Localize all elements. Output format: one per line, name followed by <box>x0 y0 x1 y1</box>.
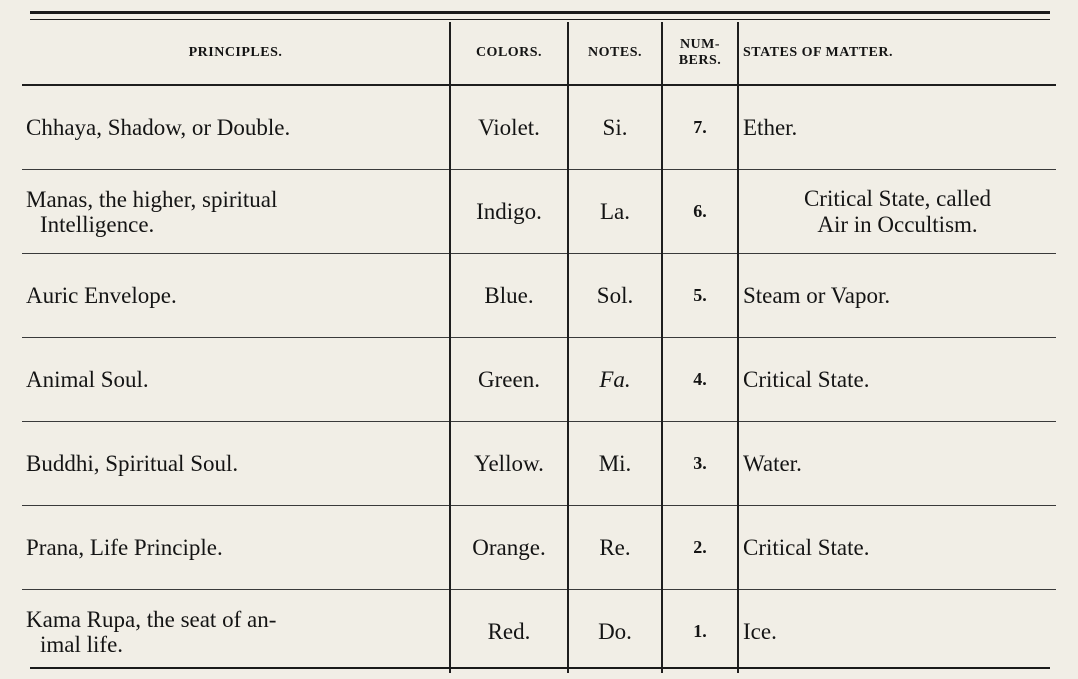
header-numbers-line2: BERS. <box>678 53 722 68</box>
header-colors: COLORS. <box>450 22 568 85</box>
principle-cell <box>22 590 450 674</box>
note-cell: Mi. <box>568 422 662 506</box>
bottom-rule <box>30 667 1050 669</box>
table-row <box>22 506 1056 590</box>
note-cell: Fa. <box>568 338 662 422</box>
table-row <box>22 170 1056 254</box>
table-row <box>22 590 1056 674</box>
principle-cell: Buddhi, Spiritual Soul. <box>26 451 239 476</box>
note-cell: Sol. <box>568 254 662 338</box>
number-cell: 6. <box>662 170 738 254</box>
number-cell: 3. <box>662 422 738 506</box>
state-line2: Air in Occultism. <box>817 211 978 237</box>
principle-cell: Animal Soul. <box>26 367 149 392</box>
header-row <box>22 22 1056 85</box>
state-cell: Steam or Vapor. <box>738 254 1056 338</box>
color-cell: Indigo. <box>450 170 568 254</box>
color-cell: Red. <box>450 590 568 674</box>
header-numbers-line1: NUM- <box>679 37 721 52</box>
note-cell: Si. <box>568 85 662 170</box>
principle-line1: Kama Rupa, the seat of an- <box>26 606 277 632</box>
principle-cell: Prana, Life Principle. <box>26 535 223 560</box>
state-cell: Ether. <box>738 85 1056 170</box>
state-cell: Critical State. <box>738 506 1056 590</box>
principle-cell: Auric Envelope. <box>26 283 177 308</box>
top-double-rule-thick <box>30 11 1050 14</box>
number-cell: 4. <box>662 338 738 422</box>
header-notes: NOTES. <box>568 22 662 85</box>
principle-cell: Chhaya, Shadow, or Double. <box>26 115 291 140</box>
state-cell <box>738 170 1056 254</box>
number-cell: 2. <box>662 506 738 590</box>
principle-cell <box>22 170 450 254</box>
number-cell: 5. <box>662 254 738 338</box>
principles-table <box>22 22 1056 673</box>
color-cell: Yellow. <box>450 422 568 506</box>
top-double-rule-thin <box>30 19 1050 20</box>
number-cell: 1. <box>662 590 738 674</box>
color-cell: Violet. <box>450 85 568 170</box>
color-cell: Orange. <box>450 506 568 590</box>
color-cell: Blue. <box>450 254 568 338</box>
table-row <box>22 338 1056 422</box>
state-cell: Critical State. <box>738 338 1056 422</box>
header-states-of-matter: STATES OF MATTER. <box>738 22 1056 85</box>
state-cell: Ice. <box>738 590 1056 674</box>
color-cell: Green. <box>450 338 568 422</box>
state-cell: Water. <box>738 422 1056 506</box>
principle-line2: imal life. <box>40 631 124 657</box>
principle-line2: Intelligence. <box>40 211 155 237</box>
table-row <box>22 422 1056 506</box>
state-line1: Critical State, called <box>803 185 992 211</box>
note-cell: Do. <box>568 590 662 674</box>
table-row <box>22 85 1056 170</box>
note-cell: Re. <box>568 506 662 590</box>
header-principles: PRINCIPLES. <box>188 45 283 60</box>
table-row <box>22 254 1056 338</box>
note-cell: La. <box>568 170 662 254</box>
principle-line1: Manas, the higher, spiritual <box>26 186 278 212</box>
number-cell: 7. <box>662 85 738 170</box>
header-numbers <box>662 22 738 85</box>
